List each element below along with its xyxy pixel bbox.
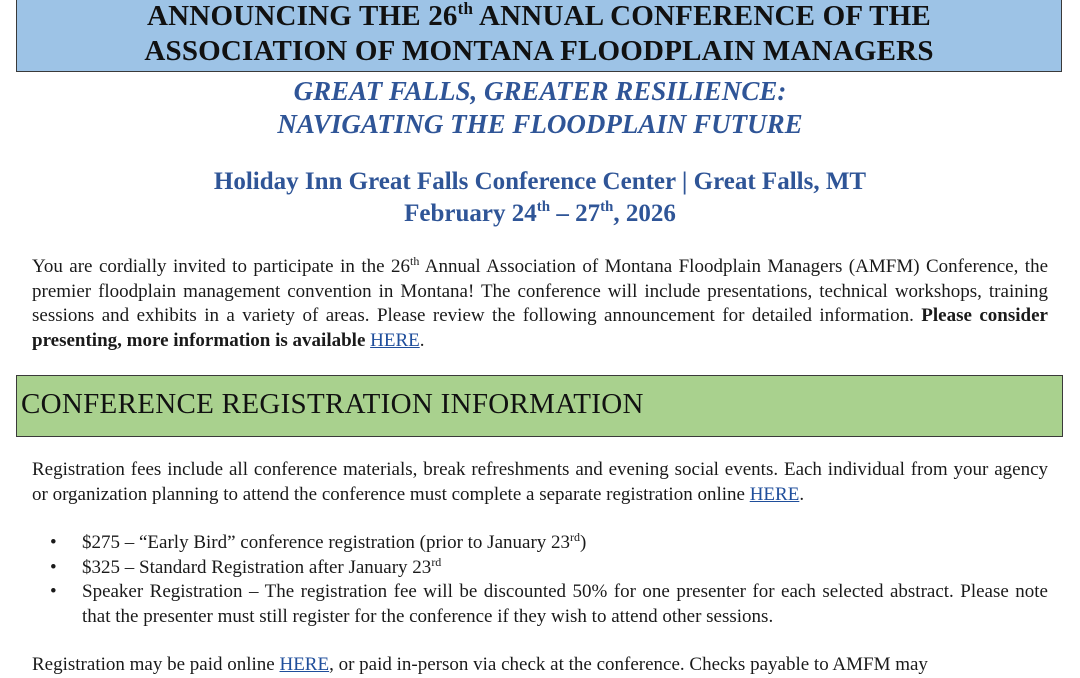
- subtitle-line-1: GREAT FALLS, GREATER RESILIENCE:: [293, 76, 787, 106]
- intro-paragraph: You are cordially invited to participate in the 26th Annual Association of Montana Floodplain Managers (AMFM) Conference, the premier floodplain management convention in Montana! The conference will include presentations, technical workshops, training sessions and exhibits in a variety of areas. Please review the following announcement for detailed information. Please consider presenting, more information is available HERE.: [32, 254, 1048, 351]
- announcement-header: [16, 0, 1062, 72]
- subtitle-line-2: NAVIGATING THE FLOODPLAIN FUTURE: [277, 109, 803, 139]
- venue-location: Holiday Inn Great Falls Conference Center | Great Falls, MT: [213, 168, 867, 195]
- header-line-1: ANNOUNCING THE 26th ANNUAL CONFERENCE OF THE: [147, 0, 931, 32]
- registration-online-link[interactable]: HERE: [749, 483, 800, 505]
- conference-dates: February 24th – 27th, 2026: [404, 199, 676, 227]
- registration-fees-paragraph: Registration fees include all conference materials, break refreshments and evening social events. Each individual from your agency or organization planning to attend the conference must complete a separate registration online HERE.: [32, 459, 1048, 505]
- venue-info: [0, 166, 1080, 230]
- fee-item-speaker: • Speaker Registration – The registration fee will be discounted 50% for one presenter for each selected abstract. Please note that the presenter must still register for the conference if they wish to attend other sessions.: [32, 580, 1048, 629]
- payment-paragraph: Registration may be paid online HERE, or paid in-person via check at the conference. Checks payable to AMFM may: [32, 654, 928, 675]
- presenting-info-link[interactable]: HERE: [370, 329, 420, 351]
- conference-subtitle: [0, 75, 1080, 141]
- registration-section-header: [16, 375, 1063, 437]
- fee-item-standard: • $325 – Standard Registration after January 23rd: [32, 556, 1048, 581]
- fee-list: [32, 531, 1048, 629]
- section-title: CONFERENCE REGISTRATION INFORMATION: [21, 388, 644, 420]
- payment-online-link[interactable]: HERE: [279, 654, 330, 675]
- fee-item-early-bird: • $275 – “Early Bird” conference registration (prior to January 23rd): [32, 531, 1048, 556]
- presenting-call: Please consider presenting, more information is available: [32, 305, 1048, 351]
- header-line-2: ASSOCIATION OF MONTANA FLOODPLAIN MANAGERS: [144, 35, 934, 67]
